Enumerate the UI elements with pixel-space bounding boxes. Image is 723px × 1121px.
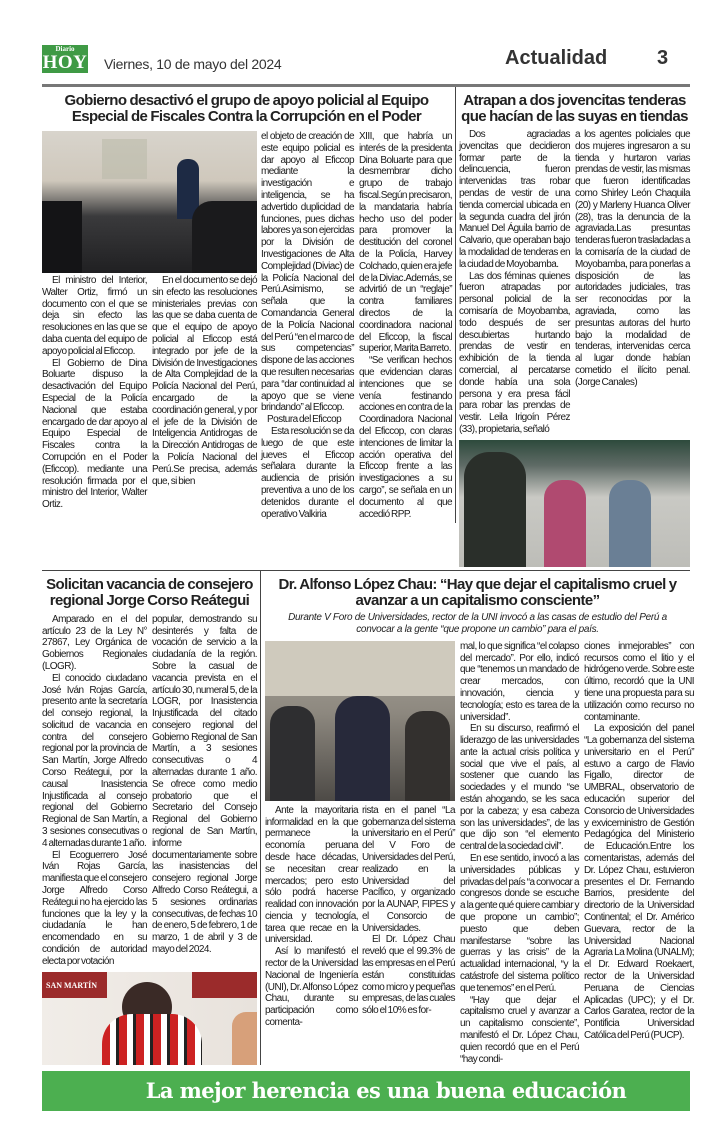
article-photo bbox=[265, 641, 455, 801]
article-column bbox=[575, 129, 690, 389]
article-paragraph: el objeto de creación de este equipo policial es dar apoyo al Eficcop mediante la investigación e inteligencia, se ha advertido duplicidad de funciones, pues dichas labores ya son ejercidas por la División de Investigaciones de Alta Complejidad (Diviac) de la Policía Nacional del Perú.Asimismo, se señala que la Comandancia General de la Policía Nacional del Perú “en el marco de sus competencias” dispone de las acciones que resulten necesarias para “dar continuidad al apoyo que se viene brindando” al Eficcop. bbox=[261, 131, 354, 414]
article-photo bbox=[42, 972, 257, 1065]
article-title: Gobierno desactivó el grupo de apoyo policial al Equipo Especial de Fiscales Contra la Corrupción en el Poder bbox=[64, 92, 429, 125]
article-paragraph: En su discurso, reafirmó el liderazgo de las universidades ante la actual crisis política y social que vive el país, al sostener que cuando las sociedades y el mundo “se están ahogando, se les saca por la cabeza; y esa cabeza son las universidades”, de las que dijo son “el elemento central de la sociedad civil”. bbox=[460, 723, 579, 853]
article-column bbox=[359, 131, 452, 520]
logo-big-text: HOY bbox=[42, 52, 88, 73]
article-photo bbox=[459, 440, 690, 567]
article-column bbox=[42, 275, 147, 511]
article-photo bbox=[42, 131, 257, 273]
article-paragraph: El Dr. López Chau reveló que el 99.3% de las empresas en el Perú están constituidas como micro y pequeñas empresas, de las cuales sólo el 10% es for- bbox=[362, 934, 455, 1017]
bottom-section bbox=[42, 571, 694, 1066]
article-column bbox=[152, 275, 257, 487]
page-header bbox=[42, 0, 690, 84]
article-column bbox=[460, 641, 579, 1066]
article bbox=[456, 87, 690, 570]
article-paragraph: XIII, que habría un interés de la presidenta Dina Boluarte para que desmembrar dicho grupo de trabajo fiscal.Según precisaron, la mandataria habría hecho uso del poder para promover la destitución del coronel de la Policía, Harvey Colchado, quien era jefe de la Diviac.Además, se advirtió de un “reglaje” contra familiares directos de la coordinadora nacional del Eficcop, la fiscal superior, Marita Barreto. bbox=[359, 131, 452, 355]
page-number: 3 bbox=[657, 47, 669, 69]
article-paragraph: En el documento se dejó sin efecto las resoluciones ministeriales previas con las que se daba cuenta de que el equipo de apoyo policial al Eficcop está integrado por jefe de la División de Investigaciones de Alta Complejidad de la Policía Nacional del Perú, encargado de la coordinación general, y por el jefe de la División de Inteligencia Antidrogas de la Dirección Antidrogas de la Policía Nacional del Perú.Se precisa, además que, si bien bbox=[152, 275, 257, 487]
issue-date: Viernes, 10 de mayo del 2024 bbox=[104, 56, 282, 72]
article-lead: Durante V Foro de Universidades, rector de la UNI invocó a las casas de estudio del Perú a convocar a la gente “que propone un cambio” para el país. bbox=[288, 611, 667, 635]
article-columns bbox=[42, 614, 257, 968]
newspaper-logo bbox=[42, 45, 88, 73]
article-columns bbox=[265, 805, 455, 1029]
photo-sign-text: SAN MARTÍN bbox=[46, 980, 98, 990]
article-paragraph: ciones inmejorables” con recursos como el litio y el hidrógeno verde. Sobre este último, recordó que la UNI tiene una propuesta para su utilización como recurso no contaminante. bbox=[584, 640, 694, 723]
article-paragraph: Esta resolución se da luego de que este jueves el Eficcop señalara durante la audiencia de prisión preventiva a uno de los detenidos durante el operativo Valkiria bbox=[261, 425, 354, 520]
article-column bbox=[152, 614, 257, 956]
article-columns bbox=[42, 275, 257, 511]
article-column bbox=[584, 641, 694, 1042]
article-columns bbox=[459, 129, 690, 436]
logo-small-text: Diario bbox=[55, 45, 75, 53]
section-name: Actualidad bbox=[505, 47, 608, 69]
top-section bbox=[42, 87, 690, 570]
article bbox=[42, 571, 261, 1065]
article-paragraph: Así lo manifestó el rector de la Universidad Nacional de Ingeniería (UNI), Dr. Alfonso López Chau, durante su participación como comenta- bbox=[265, 946, 358, 1029]
article-paragraph: El ministro del Interior, Walter Ortiz, firmó un documento con el que se deja sin efecto las resoluciones en las que se daba cuenta del equipo de apoyo policial al Eficcop. bbox=[42, 275, 147, 357]
article-paragraph: El conocido ciudadano José Iván Rojas García, presento ante la secretaría del consejo regional, la solicitud de vacancia en contra del consejero regional por la provincia de San Martín, Jorge Alfredo Corso Reátegui, por la causal Inasistencia Injustificada al consejo regional del Gobierno Regional de San Martín, a 3 sesiones consecutivas o 4 alternadas durante 1 año. bbox=[42, 672, 147, 849]
article-left-block bbox=[265, 641, 455, 1029]
article-paragraph: rista en el panel “La gobernanza del sistema universitario en el Perú” del V Foro de Universidades del Perú, realizado en la Universidad del Pacífico, y organizado por la AUNAP, FIPES y el Consorcio de Universidades. bbox=[362, 804, 455, 934]
article-paragraph: El Ecoguerrero José Iván Rojas García, manifiesta que el consejero Jorge Alfredo Corso Reátegui no ha ejercido las funciones que la ley y la ciudadanía le han encomendado en su condición de autoridad electa por votación bbox=[42, 849, 147, 967]
article-column bbox=[265, 805, 358, 1029]
article-paragraph: “Hay que dejar el capitalismo cruel y avanzar a un capitalismo consciente”, manifestó el Dr. López Chau, quien recordó que en el Perú “hay condi- bbox=[460, 994, 579, 1065]
article-paragraph: mal, lo que significa “el colapso del mercado”. Por ello, indicó que “tenemos un mandado de crear mercados, con innovación, ciencia y tecnología; esto es tarea de la universidad”. bbox=[460, 640, 579, 723]
article-paragraph: Amparado en el del artículo 23 de la Ley N° 27867, Ley Orgánica de Gobiernos Regionales (LOGR). bbox=[42, 613, 147, 672]
article-paragraph: Las dos féminas quienes fueron atrapadas por personal policial de la comisaría de Moyobamba, todo después de ser descubiertas hurtando prendas de vestir en exhibición de la tienda comercial, al percatarse donde había una sola persona y era presa fácil para robar las prendas de vestir. Leila Irigoín Pérez (33), propietaria, señaló bbox=[459, 270, 570, 435]
article-paragraph: a los agentes policiales que dos mujeres ingresaron a su tienda y hurtaron varias prendas de vestir, las mismas que fueron identificadas como Shirley León Chaquila (20) y Marleny Huanca Oliver (28), tras la denuncia de la agraviada.Las presuntas tenderas fueron trasladadas a la comisaría de la ciudad de Moyobamba, para ponerlas a disposición de las autoridades judiciales, tras ser reconocidas por la agraviada, como las presuntas autoras del hurto bajo la modalidad de tenderas, intervenidas cerca al lugar donde habían cometido el ilícito penal. (Jorge Canales) bbox=[575, 129, 690, 388]
article-title: Dr. Alfonso López Chau: “Hay que dejar el capitalismo cruel y avanzar a un capitalismo consciente” bbox=[278, 575, 677, 609]
article-paragraph: popular, demostrando su desinterés y falta de vocación de servicio a la ciudadanía de la región. Sobre la casual de vacancia prevista en el artículo 30, numeral 5, de la LOGR, por Inasistencia Injustificada del citado consejero regional del Gobierno Regional de San Martín, a 3 sesiones consecutivas o 4 alternadas durante 1 año. Se ofrece como medio probatorio que el Secretario del Consejo Regional del Gobierno regional de San Martín, informe documentariamente sobre las inasistencias del consejero regional Jorge Alfredo Corso Reátegui, a 5 sesiones ordinarias consecutivas, de fechas 10 de enero, 5 de febrero, 1 de marzo, 1 de abril y 3 de mayo del 2024. bbox=[152, 613, 257, 956]
article-left-block bbox=[42, 131, 257, 511]
article-column bbox=[261, 131, 354, 520]
article-column bbox=[42, 614, 147, 968]
article-paragraph: La exposición del panel “La gobernanza del sistema universitario en el Perú” estuvo a cargo de Flavio Figallo, director de UMBRAL, observatorio de educación superior del Consorcio de Universidades y exviceministro de Gestión Pedagógica del Ministerio de Educación.Entre los comentaristas, además del Dr. López Chau, estuvieron presentes el Dr. Fernando Barrios, presidente del directorio de la Universidad Continental; el Dr. Américo Guevara, rector de la Universidad Nacional Agraria La Molina (UNALM); el Dr. Edward Roekaert, rector de la Universidad Peruana de Ciencias Aplicadas (UPC); y el Dr. Carlos Garatea, rector de la Pontificia Universidad Católica del Perú (PUCP). bbox=[584, 723, 694, 1042]
article-paragraph: El Gobierno de Dina Boluarte dispuso la desactivación del Equipo Especial de la Policía Nacional que estaba encargado de dar apoyo al Equipo Especial de Fiscales contra la Corrupción en el Poder (Eficcop). mediante una resolución firmada por el ministro del Interior, Walter Ortiz. bbox=[42, 357, 147, 511]
article-subheading: Postura del Eficcop bbox=[267, 414, 342, 426]
article bbox=[42, 87, 456, 523]
slogan-banner: La mejor herencia es una buena educación bbox=[42, 1071, 690, 1111]
article-column bbox=[459, 129, 570, 436]
article-paragraph: “Se verifican hechos que evidencian claras intenciones que se venía festinando acciones en contra de la Coordinadora Nacional del Eficcop, con claras intenciones de limitar la acción operativa del Eficcop frente a las investigaciones a su cargo”, se señala en un documento al que accedió RPP. bbox=[359, 355, 452, 520]
article-title: Solicitan vacancia de consejero regional Jorge Corso Reátegui bbox=[46, 575, 253, 609]
article-title: Atrapan a dos jovencitas tenderas que hacían de las suyas en tiendas bbox=[461, 92, 688, 125]
article-body bbox=[265, 640, 694, 1066]
article-column bbox=[362, 805, 455, 1017]
article-columns bbox=[261, 131, 452, 520]
article-paragraph: Ante la mayoritaria informalidad en la que permanece la economía peruana desde hace décadas, se necesitan crear mercados; pero esto sólo podrá hacerse realidad con innovación ciencia y tecnología, tarea que recae en la universidad. bbox=[265, 804, 358, 946]
article bbox=[261, 571, 694, 1066]
article-columns bbox=[460, 641, 694, 1066]
article-paragraph: Dos agraciadas jovencitas que decidieron formar parte de la delincuencia, fueron intervenidas tras robar pendas de vestir de una tienda comercial ubicada en la segunda cuadra del jirón Manuel Del Águila barrio de Calvario, que operaban bajo la modalidad de tenderas en la ciudad de Moyobamba. bbox=[459, 129, 570, 270]
article-paragraph: En ese sentido, invocó a las universidades públicas y privadas del país “a convocar a congresos donde se escuche a la gente qué quiere cambiar y que propone un cambio”; puesto que deben manifestarse “sobre las guerras y las crisis” de la actualidad internacional, “y la catástrofe del sistema político que tenemos” en el Perú. bbox=[460, 853, 579, 994]
article-body bbox=[42, 131, 451, 520]
